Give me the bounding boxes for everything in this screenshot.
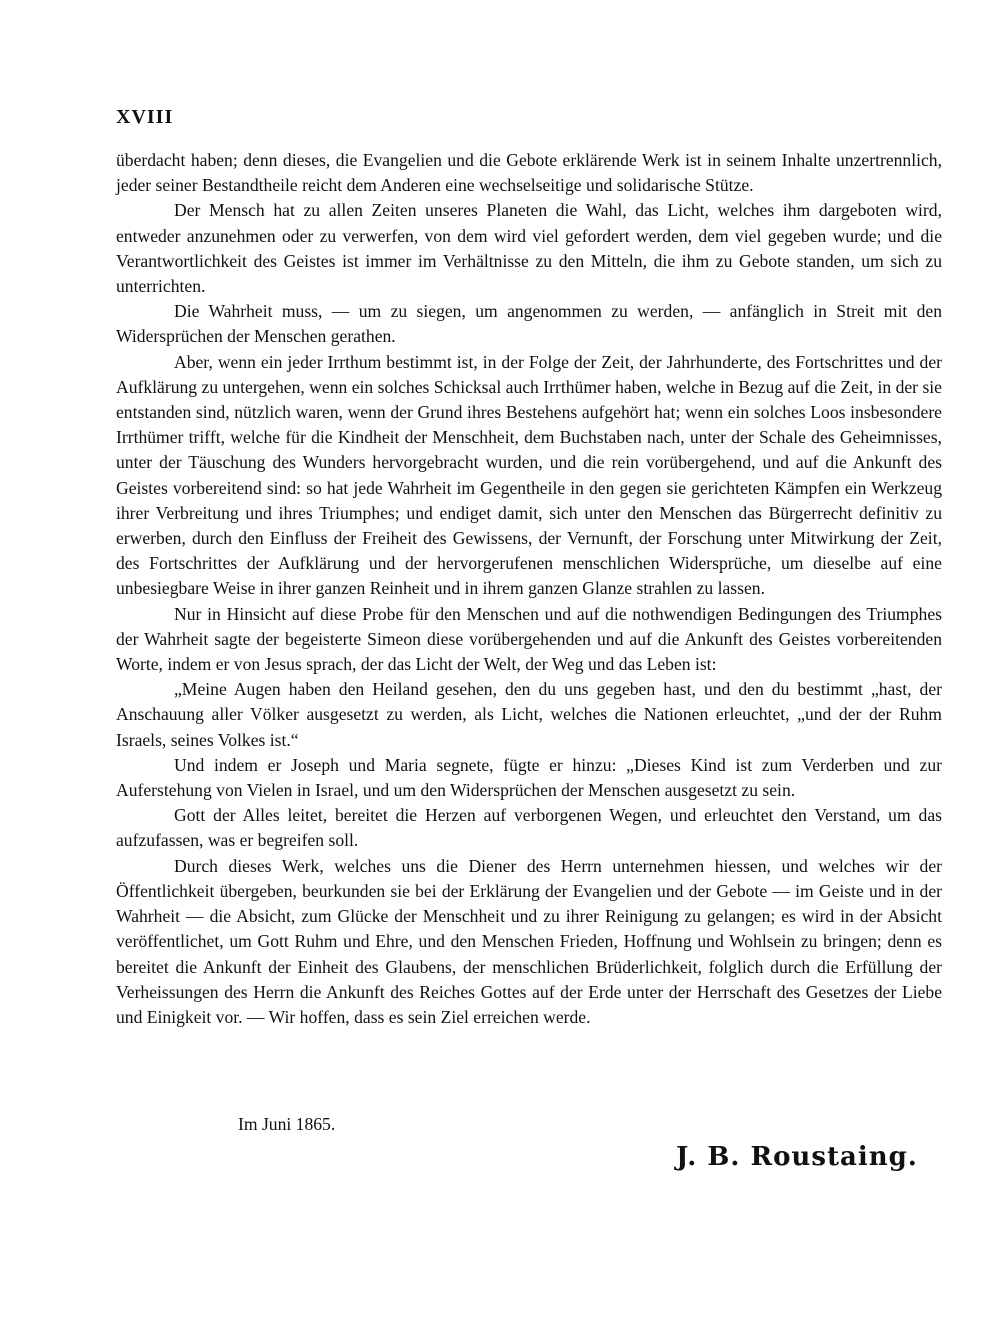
paragraph: Die Wahrheit muss, — um zu siegen, um angenommen zu werden, — anfänglich in Streit mit den Widersprüchen der Menschen gerathen.	[116, 301, 942, 347]
paragraph: Gott der Alles leitet, bereitet die Herzen auf verborgenen Wegen, und erleuchtet den Verstand, um das aufzufassen, was er begreifen soll.	[116, 805, 942, 851]
paragraph: Und indem er Joseph und Maria segnete, fügte er hinzu: „Dieses Kind ist zum Verderben und zur Auferstehung von Vielen in Israel, und um den Widersprüchen der Menschen ausgesetzt zu sein.	[116, 754, 942, 801]
paragraph-continuation: überdacht haben; denn dieses, die Evangelien und die Gebote erklärende Werk ist in seinem Inhalte unzertrennlich, jeder seiner Bestandtheile reicht dem Anderen eine wechselseitige und solidarische Stütze.	[116, 150, 942, 196]
paragraph: Der Mensch hat zu allen Zeiten unseres Planeten die Wahl, das Licht, welches ihm dargeboten wird, entweder anzunehmen oder zu verwerfen, von dem wird viel gefordert werden, dem viel gegeben wurde; und die Verantwortlichkeit des Geistes ist immer im Verhältnisse zu den Mitteln, die ihm zu Gebote standen, um sich zu unterrichten.	[116, 200, 942, 297]
body-text	[116, 148, 942, 1030]
paragraph: Durch dieses Werk, welches uns die Diener des Herrn unternehmen hiessen, und welches wir der Öffentlichkeit übergeben, beurkunden sie bei der Erklärung der Evangelien und der Gebote — im Geiste und in der Wahrheit — die Absicht, zum Glücke der Menschheit und zu ihrer Reinigung zu gelangen; es wird in der Absicht veröffentlichet, um Gott Ruhm und Ehre, und den Menschen Frieden, Hoffnung und Wohlsein zu bringen; denn es bereitet die Ankunft der Einheit des Glaubens, der menschlichen Brüderlichkeit, folglich durch die Erfüllung der Verheissungen des Herrn die Ankunft des Reiches Gottes auf der Erde unter der Herrschaft des Gesetzes der Liebe und Einigkeit vor. — Wir hoffen, dass es sein Ziel erreichen werde.	[116, 855, 942, 1027]
date-line: Im Juni 1865.	[238, 1114, 336, 1134]
quotation-paragraph: „Meine Augen haben den Heiland gesehen, den du uns gegeben hast, und den du bestimmt „hast, der Anschauung aller Völker ausgesetzt zu werden, als Licht, welches die Nationen erleuchtet, „und der der Ruhm Israels, seines Volkes ist.“	[116, 679, 942, 750]
paragraph: Aber, wenn ein jeder Irrthum bestimmt ist, in der Folge der Zeit, der Jahrhunderte, des Fortschrittes und der Aufklärung zu untergehen, wenn ein solches Schicksal auch Irrthümer haben, welche in Bezug auf die Zeit, in der sie entstanden sind, nützlich waren, wenn der Grund ihres Bestehens aufgehört hat; wenn ein solches Loos insbesondere Irrthümer trifft, welche für die Kindheit der Menschheit, dem Buchstaben nach, unter der Schale des Geheimnisses, unter der Täuschung des Wunders hervorgebracht wurden, und die rein vorübergehend, und auf die Ankunft des Geistes vorbereitend sind: so hat jede Wahrheit im Gegentheile in den gegen sie gerichteten Kämpfen ein Werkzeug ihrer Verbreitung und ihres Triumphes; und endiget damit, sich unter den Menschen das Bürgerrecht definitiv zu erwerben, durch den Einfluss der Freiheit des Gewissens, der Vernunft, der Forschung unter Mitwirkung der Zeit, des Fortschrittes der Aufklärung und der hervorgerufenen menschlichen Widersprüche, um dieselbe auf eine unbesiegbare Weise in ihrer ganzen Reinheit und in ihrem ganzen Glanze strahlen zu lassen.	[116, 351, 942, 599]
paragraph: Nur in Hinsicht auf diese Probe für den Menschen und auf die nothwendigen Bedingungen des Triumphes der Wahrheit sagte der begeisterte Simeon diese vorübergehenden und auf die Ankunft des Geistes vorbereitenden Worte, indem er von Jesus sprach, der das Licht der Welt, der Weg und das Leben ist:	[116, 603, 942, 675]
author-signature: J. B. Roustaing.	[676, 1142, 918, 1172]
page-number: XVIII	[116, 106, 174, 128]
